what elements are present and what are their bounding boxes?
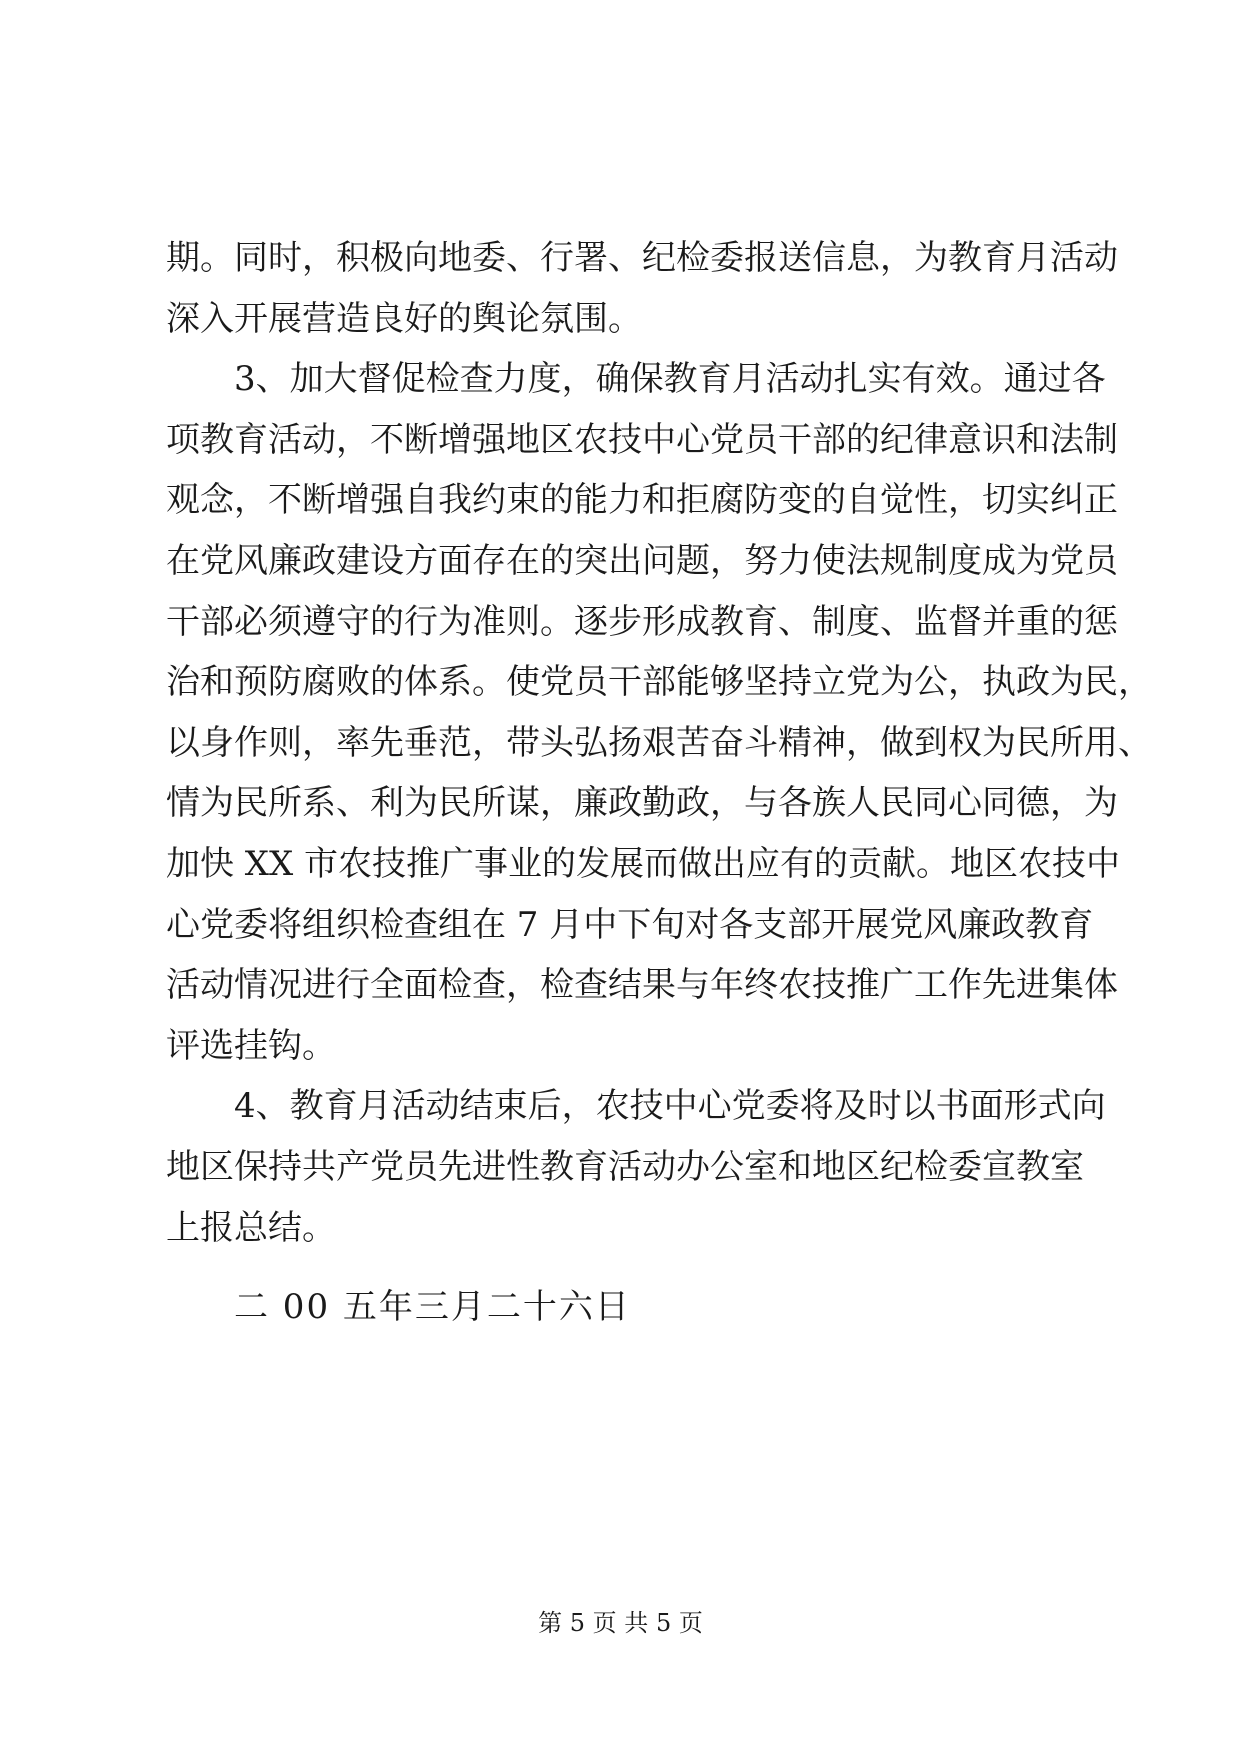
text-line: 活动情况进行全面检查，检查结果与年终农技推广工作先进集体: [166, 965, 1118, 1006]
text-line: 上报总结。: [166, 1207, 336, 1248]
text-line: 4、教育月活动结束后，农技中心党委将及时以书面形式向: [234, 1086, 1106, 1127]
text-line: 观念，不断增强自我约束的能力和拒腐防变的自觉性，切实纠正: [166, 480, 1118, 521]
document-date: 二 00 五年三月二十六日: [234, 1287, 631, 1327]
text-line: 心党委将组织检查组在 7 月中下旬对各支部开展党风廉政教育: [166, 904, 1094, 945]
text-line: 期。同时，积极向地委、行署、纪检委报送信息，为教育月活动: [166, 238, 1118, 278]
text-line: 在党风廉政建设方面存在的突出问题，努力使法规制度成为党员: [166, 540, 1118, 581]
text-line: 深入开展营造良好的舆论氛围。: [166, 298, 642, 339]
text-line: 情为民所系、利为民所谋，廉政勤政，与各族人民同心同德，为: [166, 783, 1118, 824]
text-line: 项教育活动，不断增强地区农技中心党员干部的纪律意识和法制: [166, 419, 1118, 460]
text-line: 治和预防腐败的体系。使党员干部能够坚持立党为公，执政为民，: [166, 662, 1152, 703]
text-line: 3、加大督促检查力度，确保教育月活动扎实有效。通过各: [234, 359, 1106, 400]
document-body: [166, 228, 1152, 1258]
page-number-footer: 第 5 页 共 5 页: [538, 1609, 703, 1637]
text-line: 加快 XX 市农技推广事业的发展而做出应有的贡献。地区农技中: [166, 843, 1121, 884]
text-line: 地区保持共产党员先进性教育活动办公室和地区纪检委宣教室: [166, 1146, 1084, 1187]
text-line: 评选挂钩。: [166, 1025, 336, 1066]
text-line: 干部必须遵守的行为准则。逐步形成教育、制度、监督并重的惩: [166, 601, 1118, 642]
text-line: 以身作则，率先垂范，带头弘扬艰苦奋斗精神，做到权为民所用、: [166, 722, 1152, 763]
